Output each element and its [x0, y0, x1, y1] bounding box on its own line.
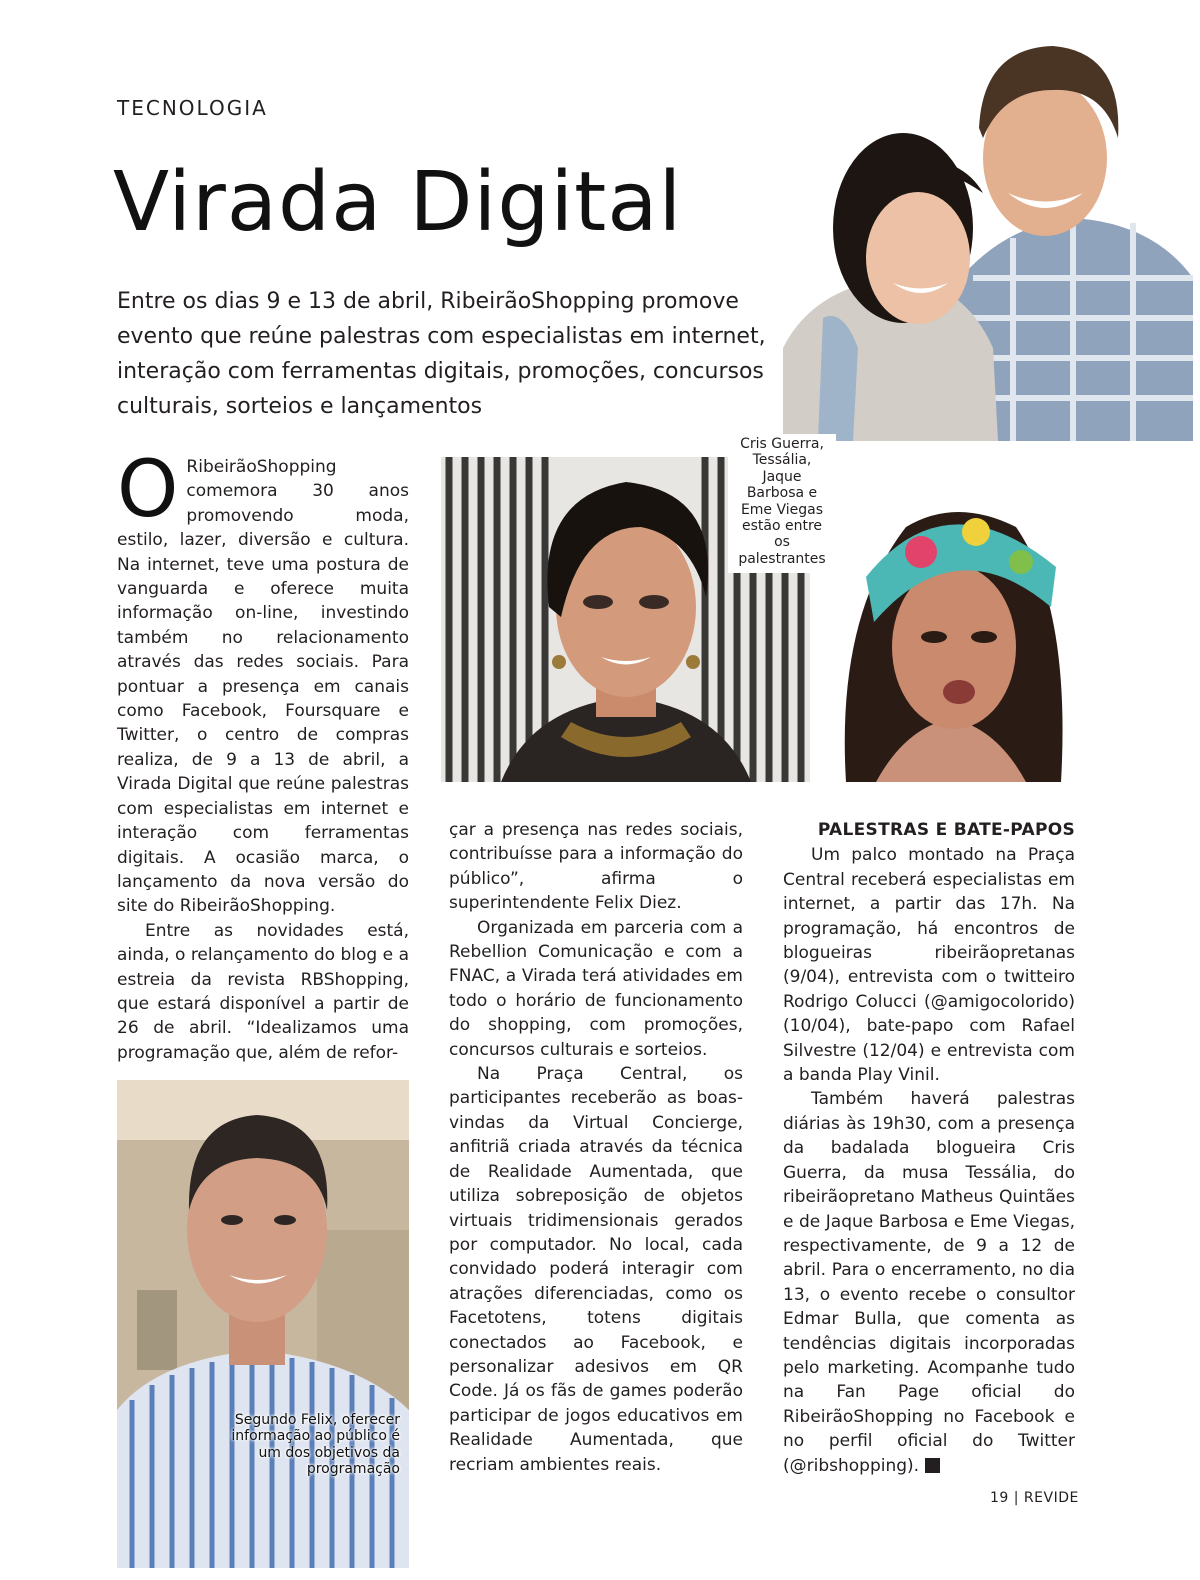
caption-speakers: Cris Guerra, Tessália, Jaque Barbosa e Eme Viegas estão entre os palestrantes — [728, 434, 836, 573]
end-mark-icon: r — [925, 1458, 940, 1473]
photo-couple — [783, 18, 1193, 441]
column-2 — [449, 818, 743, 1477]
paragraph: Organizada em parceria com a Rebellion Comunicação e com a FNAC, a Virada terá atividades em todo o horário de funcionamento do shopping, com promoções, concursos culturais e sorteios. — [449, 917, 743, 1060]
caption-felix: Segundo Felix, oferecer informação ao público é um dos objetivos da programação — [231, 1412, 400, 1478]
page-folio: 19 | REVIDE — [990, 1490, 1079, 1506]
paragraph-intro-text: RibeirãoShopping comemora 30 anos promovendo moda, estilo, lazer, diversão e cultura. Na internet, teve uma postura de vanguarda e oferece muita informação on-line, investindo também no relacionamento através das redes sociais. Para pontuar a presença em canais como Facebook, Foursquare e Twitter, o centro de compras realiza, de 9 a 13 de abril, a Virada Digital que reúne palestras com especialistas em internet e interação com ferramentas digitais. A ocasião marca, o lançamento da nova versão do site do RibeirãoShopping. — [117, 457, 409, 917]
deck: Entre os dias 9 e 13 de abril, RibeirãoShopping promove evento que reúne palestras com especialistas em internet, interação com ferramentas digitais, promoções, concursos culturais, sorteios e lançamentos — [117, 289, 766, 419]
drop-cap: O — [117, 445, 179, 535]
column-3 — [783, 818, 1075, 1478]
paragraph-final-text: Também haverá palestras diárias às 19h30, com a presença da badalada blogueira Cris Guerra, da musa Tessália, do ribeirãopretano Matheus Quintães e de Jaque Barbosa e Eme Viegas, respectivamente, de 9 a 12 de abril. Para o encerramento, no dia 13, o evento recebe o consultor Edmar Bulla, que comenta as tendências digitais incorporadas pelo marketing. Acompanhe tudo na Fan Page oficial do RibeirãoShopping no Facebook e no perfil oficial do Twitter (@ribshopping). — [783, 1089, 1075, 1476]
paragraph: Entre as novidades está, ainda, o relançamento do blog e a estreia da revista RBShopping, que estará disponível a partir de 26 de abril. “Idealizamos uma programação que, além de refor- — [117, 920, 409, 1063]
paragraph-final — [783, 1087, 1075, 1478]
paragraph-intro — [117, 445, 409, 919]
subheading: PALESTRAS E BATE-PAPOS — [817, 820, 1075, 840]
paragraph: Na Praça Central, os participantes receberão as boas-vindas da Virtual Concierge, anfitriã criada através da técnica de Realidade Aumentada, que utiliza sobreposição de objetos virtuais tridimensionais gerados por computador. No local, cada convidado poderá interagir com atrações diferenciadas, como os Facetotens, totens digitais conectados ao Facebook, e personalizar adesivos em QR Code. Já os fãs de games poderão participar de jogos educativos em Realidade Aumentada, que recriam ambientes reais. — [449, 1064, 743, 1475]
paragraph: Um palco montado na Praça Central receberá especialistas em internet, a partir das 17h. Na programação, há encontros de blogueiras ribeirãopretanas (9/04), entrevista com o twitteiro Rodrigo Colucci (@amigocolorido) (10/04), bate-papo com Rafael Silvestre (12/04) e entrevista com a banda Play Vinil. — [783, 845, 1075, 1086]
section-label: TECNOLOGIA — [117, 96, 268, 120]
photo-felix-diez — [117, 1080, 409, 1568]
photo-tessalia — [826, 457, 1075, 782]
headline: Virada Digital — [113, 155, 683, 250]
column-1 — [117, 445, 409, 1065]
paragraph: çar a presença nas redes sociais, contribuísse para a informação do público”, afirma o superintendente Felix Diez. — [449, 820, 743, 914]
